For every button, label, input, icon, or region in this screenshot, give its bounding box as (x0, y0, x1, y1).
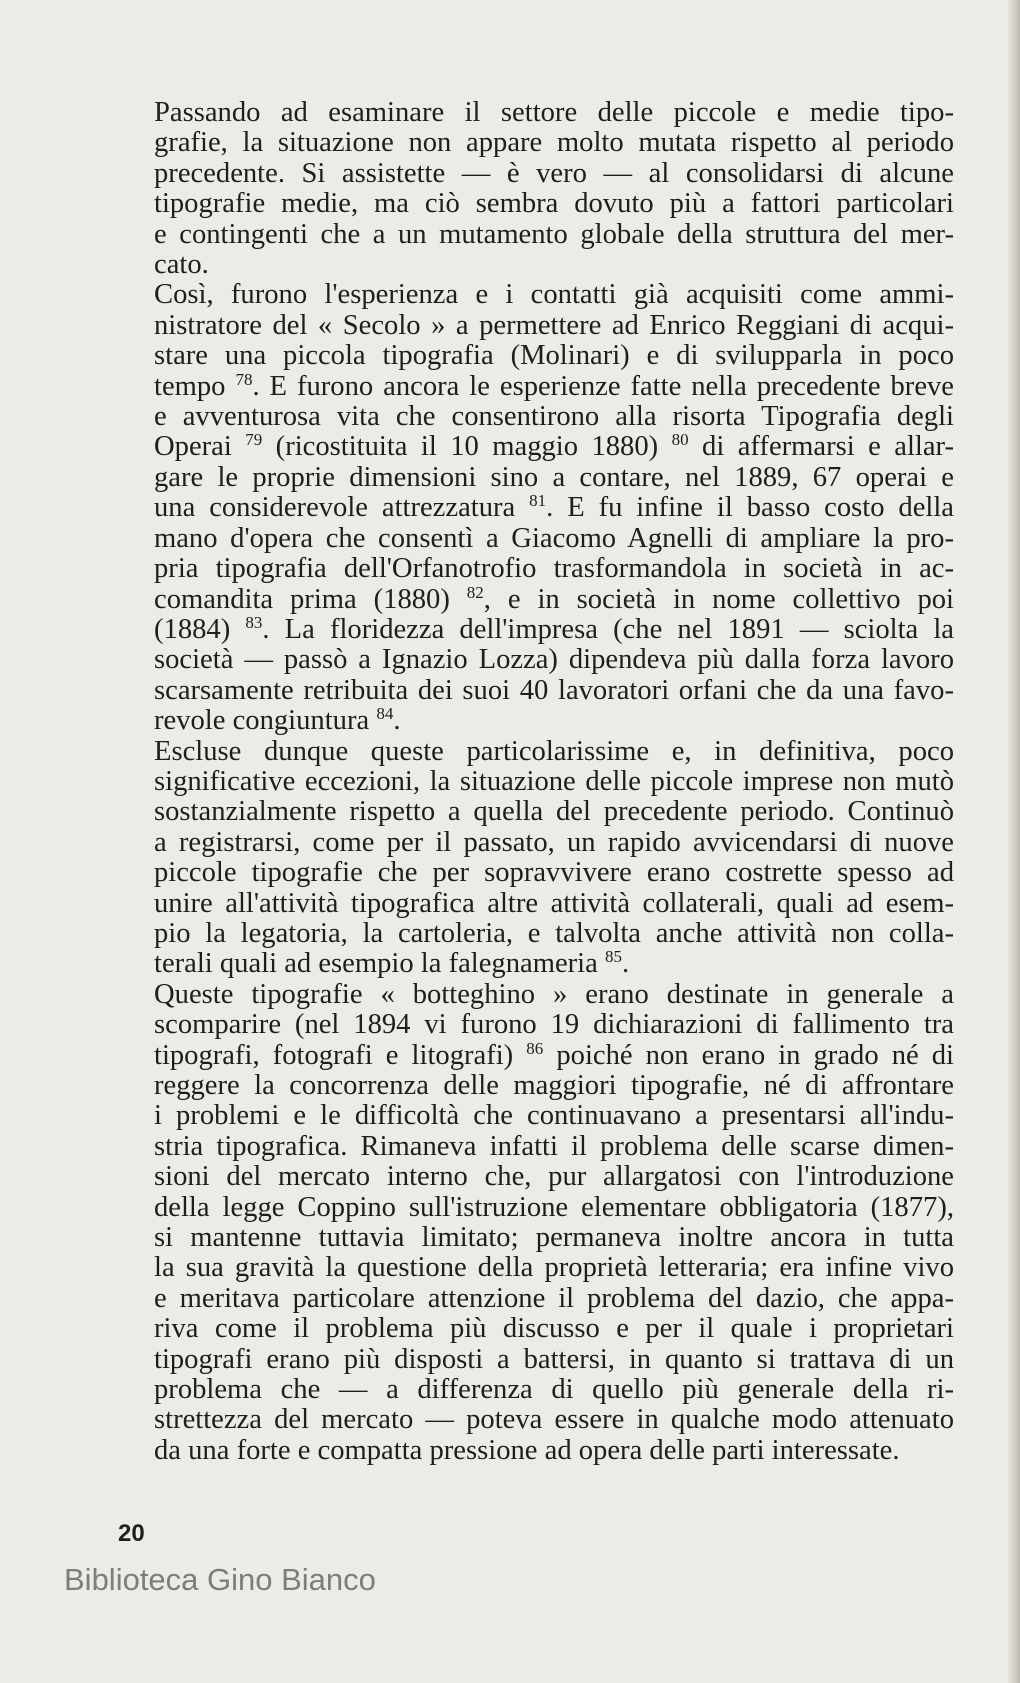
text-line (116, 1405, 954, 1435)
text-line (116, 612, 954, 645)
text-line (116, 1038, 954, 1071)
text-line (116, 493, 954, 523)
paragraph (116, 980, 954, 1467)
paragraph (116, 737, 954, 980)
text-run: la sua gravità la questione della proprietà letteraria; era infine vivo (154, 1252, 954, 1284)
text-run: tipografi, fotografi e litografi) (154, 1039, 527, 1071)
paragraph (116, 98, 954, 280)
body-text (116, 98, 954, 1466)
text-line (116, 706, 954, 736)
text-line (116, 341, 954, 371)
text-run: comandita prima (1880) (154, 583, 467, 615)
text-run: da una forte e compatta pressione ad opera delle parti interessate. (154, 1434, 900, 1466)
text-line (116, 889, 954, 919)
text-run: terali quali ad esempio la falegnameria (154, 948, 605, 980)
text-run: tipografi erano più disposti a battersi, in quanto si trattava di un (154, 1343, 954, 1375)
text-line (116, 432, 954, 462)
text-run: Escluse dunque queste particolarissime e, in definitiva, poco (154, 735, 954, 767)
text-run: e avventurosa vita che consentirono alla risorta Tipografia degli (154, 401, 954, 433)
text-run: di affermarsi e allar- (688, 431, 954, 463)
footnote-reference: 84 (376, 704, 394, 724)
text-line (116, 828, 954, 858)
text-run: scomparire (nel 1894 vi furono 19 dichiarazioni di fallimento tra (154, 1009, 954, 1041)
text-line (116, 1314, 954, 1344)
text-line (116, 1193, 954, 1223)
text-run: (1884) (154, 613, 246, 645)
text-line (116, 159, 954, 189)
text-line (116, 128, 954, 158)
text-run: revole congiuntura (154, 705, 377, 737)
text-run: riva come il problema più discusso e per il quale i proprietari (154, 1313, 954, 1345)
text-line (116, 1010, 954, 1040)
text-run: nistratore del « Secolo » a permettere ad Enrico Reggiani di acqui- (154, 309, 954, 341)
text-run: a registrarsi, come per il passato, un rapido avvicendarsi di nuove (154, 826, 954, 858)
text-run: , e in società in nome collettivo poi (483, 583, 955, 615)
text-line (116, 980, 954, 1010)
text-line (116, 280, 954, 310)
text-run: . (393, 705, 401, 737)
text-line (116, 1071, 954, 1101)
text-run: pio la legatoria, la cartoleria, e talvolta anche attività non colla- (154, 917, 954, 949)
text-run: gare le proprie dimensioni sino a contare, nel 1889, 67 operai e (154, 461, 954, 493)
footnote-reference: 85 (604, 947, 622, 967)
text-run: . La floridezza dell'impresa (che nel 1891 — sciolta la (262, 613, 954, 645)
text-run: della legge Coppino sull'istruzione elementare obbligatoria (1877), (154, 1191, 954, 1223)
page-number: 20 (118, 1520, 145, 1547)
text-line (116, 250, 954, 280)
text-line (116, 797, 954, 827)
text-line (116, 1284, 954, 1314)
text-run: unire all'attività tipografica altre attività collaterali, quali ad esem- (154, 887, 954, 919)
library-watermark: Biblioteca Gino Bianco (64, 1562, 376, 1597)
footnote-reference: 79 (245, 430, 263, 450)
text-run: stria tipografica. Rimaneva infatti il problema delle scarse dimen- (154, 1130, 954, 1162)
text-run: una considerevole attrezzatura (154, 492, 530, 524)
page-edge-shadow (1008, 0, 1020, 1683)
text-run: mano d'opera che consentì a Giacomo Agnelli di ampliare la pro- (154, 522, 954, 554)
paragraph (116, 280, 954, 736)
text-run: grafie, la situazione non appare molto mutata rispetto al periodo (154, 127, 954, 159)
footnote-reference: 78 (235, 369, 253, 389)
text-line (116, 554, 954, 584)
text-run: Passando ad esaminare il settore delle piccole e medie tipo- (154, 97, 954, 128)
text-line (116, 463, 954, 493)
text-run: significative eccezioni, la situazione delle piccole imprese non mutò (154, 765, 954, 797)
text-run: tempo (154, 370, 236, 402)
text-run: Così, furono l'esperienza e i contatti già acquisiti come ammi- (154, 279, 954, 311)
text-line (116, 1345, 954, 1375)
text-run: . (621, 948, 630, 980)
text-run: poiché non erano in grado né di (543, 1039, 954, 1071)
text-line (116, 1436, 954, 1466)
footnote-reference: 81 (529, 491, 547, 511)
text-run: tipografie medie, ma ciò sembra dovuto più a fattori particolari (154, 188, 954, 220)
text-line (116, 1375, 954, 1405)
text-line (116, 1132, 954, 1162)
text-run: e meritava particolare attenzione il problema del dazio, che appa- (154, 1282, 954, 1314)
text-run: stare una piccola tipografia (Molinari) e di svilupparla in poco (154, 340, 954, 372)
text-line (116, 1223, 954, 1253)
text-line (116, 767, 954, 797)
text-run: . E furono ancora le esperienze fatte nella precedente breve (252, 370, 955, 402)
text-line (116, 676, 954, 706)
text-line (116, 858, 954, 888)
text-run: precedente. Si assistette — è vero — al consolidarsi di alcune (154, 157, 954, 189)
text-run: reggere la concorrenza delle maggiori tipografie, né di affrontare (154, 1070, 954, 1101)
text-run: e contingenti che a un mutamento globale della struttura del mer- (154, 218, 954, 250)
text-line (116, 1162, 954, 1192)
text-line (116, 189, 954, 219)
text-line (116, 369, 955, 402)
text-run: . E fu infine il basso costo della (546, 492, 954, 524)
text-run: Operai (154, 431, 246, 463)
text-run: piccole tipografie che per sopravvivere erano costrette spesso ad (154, 857, 954, 889)
text-line (116, 737, 954, 767)
text-line (116, 402, 954, 432)
footnote-reference: 80 (671, 430, 689, 450)
footnote-reference: 83 (245, 612, 263, 632)
text-run: si mantenne tuttavia limitato; permaneva inoltre ancora in tutta (154, 1222, 954, 1254)
text-line (116, 582, 955, 615)
text-run: strettezza del mercato — poteva essere in qualche modo attenuato (154, 1404, 954, 1436)
text-run: sioni del mercato interno che, pur allargatosi con l'introduzione (154, 1161, 954, 1193)
text-line (116, 220, 954, 250)
text-run: società — passò a Ignazio Lozza) dipendeva più dalla forza lavoro (154, 644, 954, 676)
text-line (116, 1101, 954, 1131)
text-line (116, 311, 954, 341)
text-line (116, 524, 954, 554)
text-run: problema che — a differenza di quello più generale della ri- (154, 1374, 954, 1406)
footnote-reference: 86 (526, 1038, 544, 1058)
text-line (116, 919, 954, 949)
text-line (116, 949, 954, 979)
text-line (116, 1253, 954, 1283)
text-run: i problemi e le difficoltà che continuavano a presentarsi all'indu- (154, 1100, 954, 1132)
text-run: sostanzialmente rispetto a quella del precedente periodo. Continuò (154, 796, 954, 828)
text-run: pria tipografia dell'Orfanotrofio trasformandola in società in ac- (154, 553, 954, 585)
footnote-reference: 82 (466, 582, 484, 602)
text-run: Queste tipografie « botteghino » erano destinate in generale a (154, 978, 954, 1010)
text-line (116, 98, 954, 128)
text-run: scarsamente retribuita dei suoi 40 lavoratori orfani che da una favo- (154, 674, 954, 706)
text-run: (ricostituita il 10 maggio 1880) (262, 431, 672, 463)
text-run: cato. (154, 249, 209, 281)
text-line (116, 645, 954, 675)
